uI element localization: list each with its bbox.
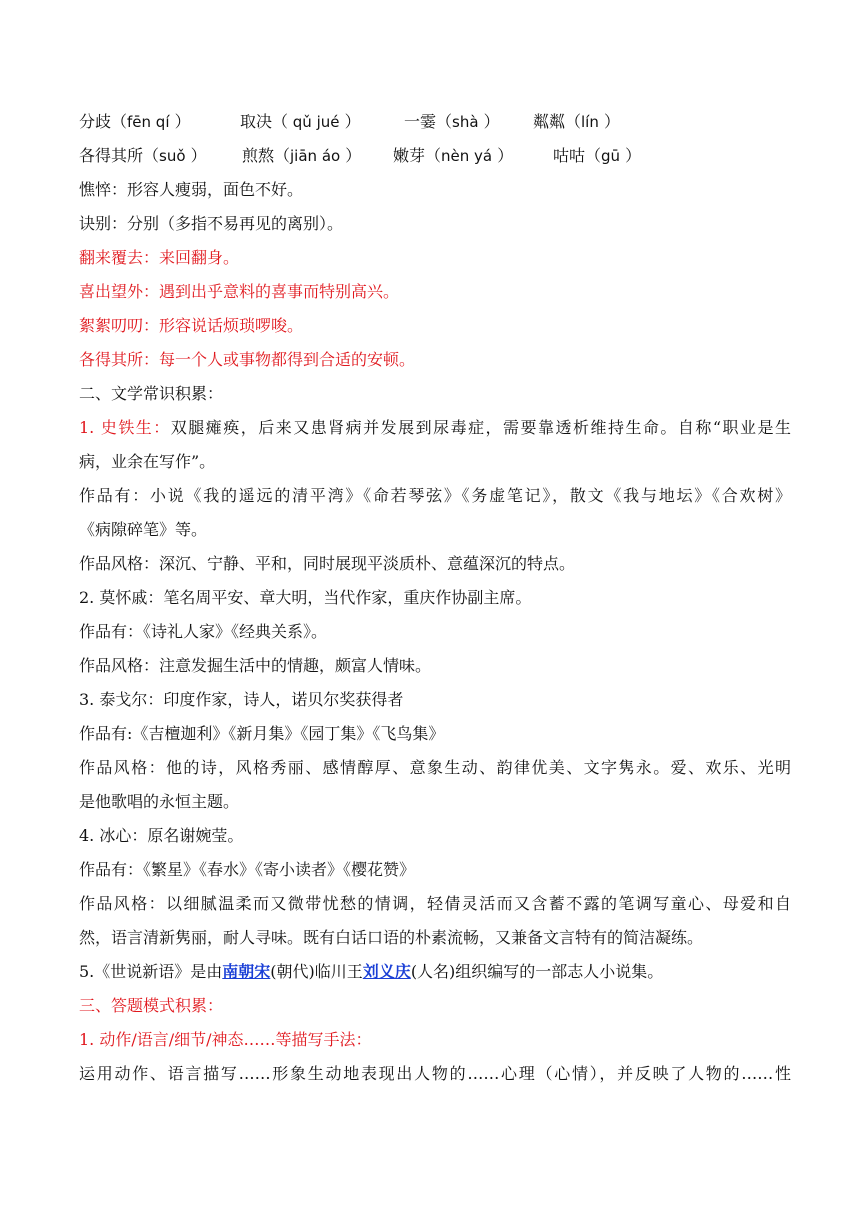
works-line: 作品有:《吉檀迦利》《新月集》《园丁集》《飞鸟集》 [79, 724, 445, 743]
person-link[interactable]: 刘义庆 [362, 962, 411, 981]
author-mo-huaiqi: 2. 莫怀戚：笔名周平安、章大明，当代作家，重庆作协副主席。 [79, 588, 532, 607]
pinyin-item: 取决（ qǔ jué ） [240, 112, 361, 131]
shishuo-line: 5.《世说新语》是由南朝宋(朝代)临川王刘义庆(人名)组织编写的一部志人小说集。 [79, 962, 664, 981]
method-line: 运用动作、语言描写……形象生动地表现出人物的……心理（心情），并反映了人物的……性 [79, 1064, 791, 1083]
definition-highlight: 絮絮叨叨：形容说话烦琐啰唆。 [79, 316, 304, 335]
dynasty-link[interactable]: 南朝宋 [222, 962, 271, 981]
author-shi-tiesheng: 1. 史铁生：双腿瘫痪，后来又患肾病并发展到尿毒症，需要靠透析维持生命。自称“职业是生 [79, 418, 791, 437]
definition-highlight: 翻来覆去：来回翻身。 [79, 248, 240, 267]
works-line: 作品有：小说《我的遥远的清平湾》《命若琴弦》《务虚笔记》，散文《我与地坛》《合欢树》 [79, 486, 791, 505]
works-line: 作品有：《繁星》《春水》《寄小读者》《樱花赞》 [79, 860, 416, 879]
pinyin-item: 各得其所（suǒ ） [79, 146, 207, 165]
style-line: 是他歌唱的永恒主题。 [79, 792, 240, 811]
section-heading: 三、答题模式积累： [79, 996, 224, 1015]
definition-highlight: 喜出望外：遇到出乎意料的喜事而特别高兴。 [79, 282, 400, 301]
definition: 憔悴：形容人瘦弱，面色不好。 [79, 180, 304, 199]
style-line: 作品风格：注意发掘生活中的情趣，颇富人情味。 [79, 656, 432, 675]
style-line: 作品风格：他的诗，风格秀丽、感情醇厚、意象生动、韵律优美、文字隽永。爱、欢乐、光明 [79, 758, 791, 777]
section-heading: 二、文学常识积累： [79, 384, 224, 403]
works-line: 《病隙碎笔》等。 [79, 520, 208, 539]
pinyin-item: 一霎（shà ） [404, 112, 500, 131]
pinyin-item: 咕咕（gū ） [553, 146, 642, 165]
author-tagore: 3. 泰戈尔：印度作家，诗人，诺贝尔奖获得者 [79, 690, 404, 709]
style-line: 然，语言清新隽丽，耐人寻味。既有白话口语的朴素流畅，又兼备文言特有的简洁凝练。 [79, 928, 704, 947]
style-line: 作品风格：深沉、宁静、平和，同时展现平淡质朴、意蕴深沉的特点。 [79, 554, 576, 573]
pinyin-item: 分歧（fēn qí ） [79, 112, 191, 131]
paragraph-line: 病，业余在写作”。 [79, 452, 216, 471]
definition-highlight: 各得其所：每一个人或事物都得到合适的安顿。 [79, 350, 416, 369]
author-bing-xin: 4. 冰心：原名谢婉莹。 [79, 826, 244, 845]
pinyin-item: 嫩芽（nèn yá ） [393, 146, 514, 165]
pinyin-item: 粼粼（lín ） [533, 112, 620, 131]
pinyin-item: 煎熬（jiān áo ） [242, 146, 362, 165]
works-line: 作品有：《诗礼人家》《经典关系》。 [79, 622, 328, 641]
style-line: 作品风格：以细腻温柔而又微带忧愁的情调，轻倩灵活而又含蓄不露的笔调写童心、母爱和自 [79, 894, 791, 913]
definition: 诀别：分别（多指不易再见的离别）。 [79, 214, 344, 233]
method-title: 1. 动作/语言/细节/神态……等描写手法： [79, 1030, 372, 1049]
